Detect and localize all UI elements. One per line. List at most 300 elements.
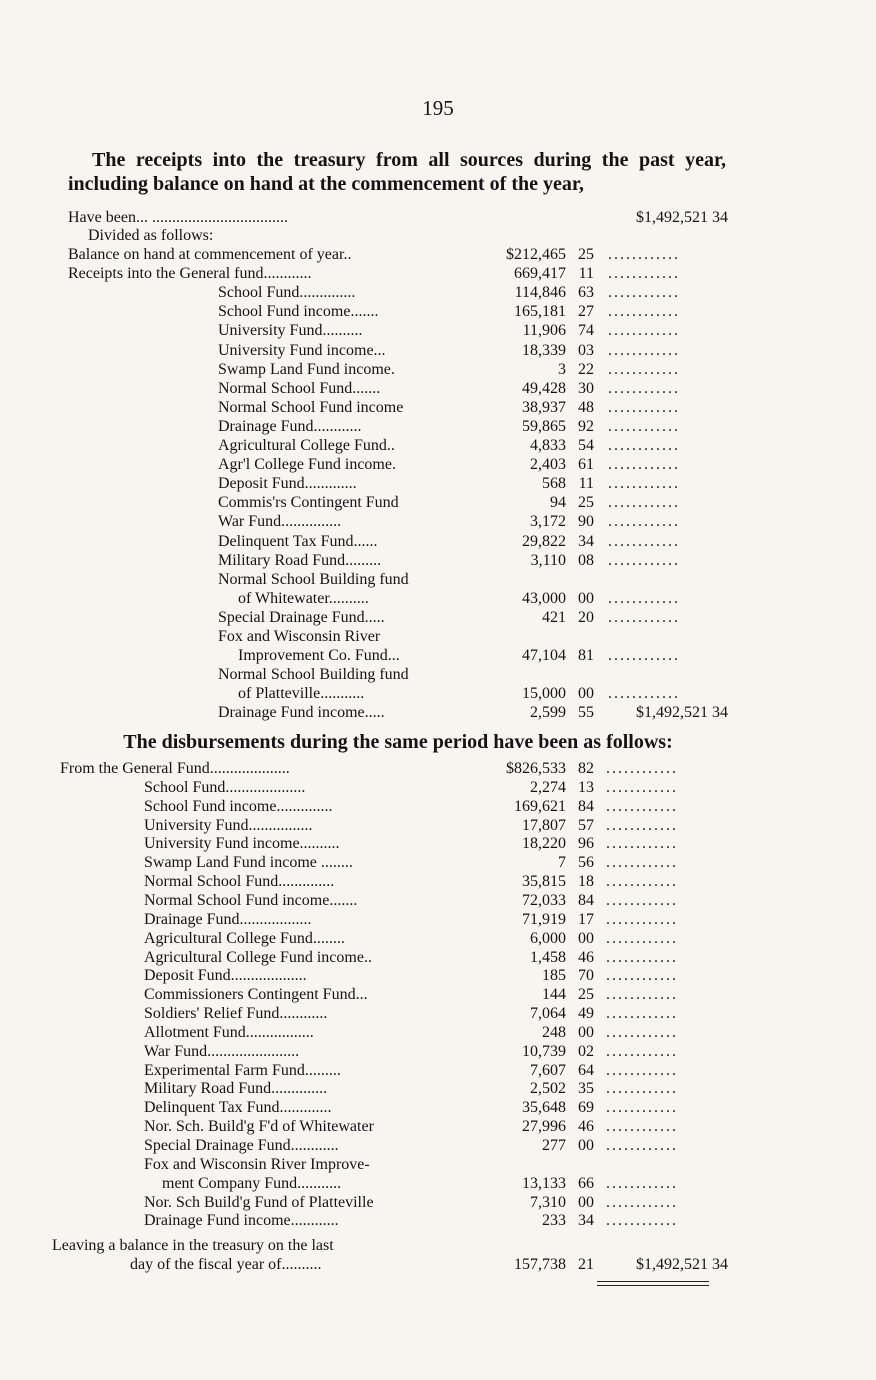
receipts-row <box>68 570 728 589</box>
column-leader-dots: ............ <box>608 265 680 283</box>
receipts-row <box>68 398 728 417</box>
receipts-label: Fox and Wisconsin River <box>218 628 381 645</box>
disbursements-amount <box>474 1193 594 1212</box>
receipts-row <box>68 321 728 340</box>
disbursements-label: From the General Fund.................... <box>60 760 290 777</box>
amount-dollars: 3,110 <box>530 551 566 569</box>
receipts-amount <box>474 417 594 436</box>
amount-dollars: 94 <box>550 494 566 512</box>
amount-cents: 20 <box>578 608 594 626</box>
column-leader-dots: ............ <box>608 513 680 531</box>
disbursements-row <box>68 1042 728 1061</box>
amount-cents: 64 <box>578 1061 594 1079</box>
disbursements-row <box>68 1211 728 1230</box>
receipts-amount <box>474 684 594 703</box>
disbursements-row <box>68 853 728 872</box>
amount-dollars: 13,133 <box>522 1174 566 1192</box>
disbursements-row <box>68 891 728 910</box>
column-leader-dots: ............ <box>608 379 680 397</box>
amount-dollars: 4,833 <box>530 437 566 454</box>
amount-cents: 25 <box>578 246 594 263</box>
leaving-row-1 <box>52 1236 728 1255</box>
amount-cents: 69 <box>578 1099 594 1117</box>
disbursements-amount <box>474 966 594 985</box>
receipts-row <box>68 703 728 722</box>
column-leader-dots: ............ <box>608 303 680 321</box>
receipts-row <box>68 665 728 684</box>
leaving-total: $1,492,521 34 <box>636 1256 728 1273</box>
receipts-row <box>68 360 728 379</box>
receipts-row <box>68 417 728 436</box>
amount-dollars: 7 <box>558 854 566 872</box>
column-leader-dots: ............ <box>606 854 678 872</box>
disbursements-row <box>60 759 728 778</box>
column-leader-dots: ............ <box>608 475 680 493</box>
amount-cents: 61 <box>578 456 594 474</box>
disbursements-amount <box>474 985 594 1004</box>
receipts-row <box>68 245 728 264</box>
disbursements-row <box>68 816 728 835</box>
column-leader-dots: ............ <box>608 456 680 474</box>
amount-dollars: 35,815 <box>522 873 566 891</box>
disbursements-row <box>68 1061 728 1080</box>
amount-cents: 46 <box>578 948 594 966</box>
receipts-row <box>68 684 728 703</box>
receipts-row <box>68 474 728 493</box>
amount-cents: 00 <box>578 1137 594 1154</box>
amount-dollars: 6,000 <box>530 929 566 947</box>
disbursements-label: Drainage Fund.................. <box>144 910 312 928</box>
receipts-label: University Fund.......... <box>218 322 363 340</box>
amount-dollars: $826,533 <box>506 760 566 777</box>
column-leader-dots: ............ <box>608 551 680 569</box>
receipts-label: School Fund income....... <box>218 303 379 321</box>
receipts-amount <box>474 283 594 302</box>
page-number: 195 <box>422 96 454 120</box>
amount-cents: 34 <box>578 1212 594 1230</box>
disbursements-row <box>68 1193 728 1212</box>
amount-dollars: 35,648 <box>522 1099 566 1117</box>
column-leader-dots: ............ <box>608 417 680 435</box>
receipts-row <box>68 379 728 398</box>
receipts-label: Normal School Building fund <box>218 570 409 588</box>
disbursements-label: War Fund....................... <box>144 1042 300 1060</box>
receipts-amount <box>474 264 594 283</box>
receipts-row <box>68 589 728 608</box>
disbursements-label: Nor. Sch Build'g Fund of Platteville <box>144 1193 374 1211</box>
amount-cents: 48 <box>578 398 594 416</box>
disbursements-row <box>68 834 728 853</box>
disbursements-label: University Fund income.......... <box>144 835 340 853</box>
disbursements-amount <box>474 1004 594 1023</box>
column-leader-dots: ............ <box>606 778 678 796</box>
amount-dollars: 59,865 <box>522 417 566 435</box>
disbursements-label: Agricultural College Fund income.. <box>144 948 372 966</box>
amount-dollars: 71,919 <box>522 910 566 928</box>
amount-cents: 25 <box>578 986 594 1004</box>
column-leader-dots: ............ <box>606 1099 678 1117</box>
disbursements-amount <box>474 1117 594 1136</box>
amount-cents: 57 <box>578 816 594 834</box>
column-leader-dots: ............ <box>608 685 680 703</box>
amount-cents: 35 <box>578 1080 594 1098</box>
leaving-line-1: Leaving a balance in the treasury on the last <box>52 1237 334 1254</box>
receipts-label: Normal School Building fund <box>218 666 409 684</box>
amount-dollars: 2,599 <box>530 704 566 722</box>
disbursements-amount <box>474 797 594 816</box>
receipts-label: of Whitewater.......... <box>238 589 369 607</box>
amount-cents: 82 <box>578 760 594 777</box>
amount-cents: 08 <box>578 551 594 569</box>
disbursements-amount <box>474 759 594 778</box>
amount-cents: 34 <box>578 532 594 550</box>
receipts-row <box>68 283 728 302</box>
amount-dollars: 169,621 <box>514 797 566 815</box>
amount-cents: 11 <box>578 265 594 283</box>
disbursements-row <box>68 948 728 967</box>
receipts-amount <box>474 608 594 627</box>
leaving-amount: 157,738 21 <box>514 1256 594 1273</box>
receipts-label: Swamp Land Fund income. <box>218 360 395 378</box>
amount-cents: 63 <box>578 284 594 302</box>
amount-dollars: 248 <box>542 1023 566 1041</box>
double-rule-bottom <box>597 1285 709 1286</box>
amount-cents: 92 <box>578 417 594 435</box>
amount-cents: 00 <box>578 589 594 607</box>
disbursements-row <box>68 797 728 816</box>
receipts-label: Normal School Fund income <box>218 398 404 416</box>
disbursements-row <box>68 985 728 1004</box>
amount-cents: 02 <box>578 1042 594 1060</box>
disbursements-label: School Fund.................... <box>144 778 306 796</box>
receipts-amount <box>474 589 594 608</box>
disbursements-label: Normal School Fund income....... <box>144 891 358 909</box>
receipts-label: University Fund income... <box>218 341 386 359</box>
have-been-row <box>68 208 728 227</box>
amount-cents: 00 <box>578 1023 594 1041</box>
amount-cents: 81 <box>578 647 594 665</box>
amount-dollars: 38,937 <box>522 398 566 416</box>
column-leader-dots: ............ <box>608 532 680 550</box>
column-leader-dots: ............ <box>606 929 678 947</box>
receipts-label: Receipts into the General fund............ <box>68 265 312 283</box>
disbursements-row <box>68 1023 728 1042</box>
disbursements-label: Soldiers' Relief Fund............ <box>144 1005 328 1023</box>
receipts-amount <box>474 302 594 321</box>
amount-dollars: 568 <box>542 475 566 493</box>
disbursements-label: University Fund................ <box>144 816 313 834</box>
disbursements-heading: The disbursements during the same period have been as follows: <box>123 731 673 753</box>
column-leader-dots: ............ <box>606 910 678 928</box>
receipts-amount <box>474 398 594 417</box>
column-leader-dots: ............ <box>608 647 680 665</box>
receipts-amount <box>474 436 594 455</box>
disbursements-amount <box>474 948 594 967</box>
amount-cents: 90 <box>578 513 594 531</box>
receipts-row <box>68 493 728 512</box>
disbursements-amount <box>474 1136 594 1155</box>
receipts-row <box>68 608 728 627</box>
amount-dollars: 165,181 <box>514 303 566 321</box>
disbursements-row <box>68 1098 728 1117</box>
column-leader-dots: ............ <box>606 797 678 815</box>
receipts-label: of Platteville........... <box>238 685 365 703</box>
receipts-label: Normal School Fund....... <box>218 379 381 397</box>
disbursements-row <box>68 1117 728 1136</box>
amount-dollars: 11,906 <box>522 322 566 340</box>
amount-dollars: 15,000 <box>522 685 566 703</box>
disbursements-label: Normal School Fund.............. <box>144 873 335 891</box>
have-been-total: $1,492,521 34 <box>636 209 728 226</box>
amount-dollars: 43,000 <box>522 589 566 607</box>
receipts-label: Military Road Fund......... <box>218 551 382 569</box>
amount-cents: 96 <box>578 835 594 853</box>
amount-dollars: 3,172 <box>530 513 566 531</box>
disbursements-amount <box>474 778 594 797</box>
disbursements-row <box>68 966 728 985</box>
divided-label: Divided as follows: <box>88 227 214 244</box>
disbursements-amount <box>474 1211 594 1230</box>
disbursements-amount <box>474 1061 594 1080</box>
amount-dollars: 7,607 <box>530 1061 566 1079</box>
column-leader-dots: ............ <box>606 1174 678 1192</box>
amount-dollars: 49,428 <box>522 379 566 397</box>
column-leader-dots: ............ <box>606 1023 678 1041</box>
amount-dollars: 29,822 <box>522 532 566 550</box>
column-leader-dots: ............ <box>608 360 680 378</box>
amount-dollars: 17,807 <box>522 816 566 834</box>
receipts-amount <box>474 493 594 512</box>
column-leader-dots: ............ <box>608 341 680 359</box>
receipts-label: Drainage Fund............ <box>218 417 362 435</box>
receipts-row <box>68 264 728 283</box>
receipts-row <box>68 627 728 646</box>
amount-dollars: 2,403 <box>530 456 566 474</box>
receipts-label: War Fund............... <box>218 513 342 531</box>
column-leader-dots: ............ <box>606 948 678 966</box>
disbursements-row <box>68 1004 728 1023</box>
column-leader-dots: ............ <box>608 608 680 626</box>
column-leader-dots: ............ <box>608 437 680 454</box>
column-leader-dots: ............ <box>606 986 678 1004</box>
amount-dollars: 185 <box>542 967 566 985</box>
amount-cents: 22 <box>578 360 594 378</box>
disbursements-label: Fox and Wisconsin River Improve- <box>144 1155 370 1173</box>
divided-row <box>68 226 728 245</box>
column-leader-dots: ............ <box>606 835 678 853</box>
disbursements-label: ment Company Fund........... <box>162 1174 342 1192</box>
column-leader-dots: ............ <box>606 1005 678 1023</box>
column-leader-dots: ............ <box>606 873 678 891</box>
amount-cents: 54 <box>578 437 594 454</box>
amount-cents: 13 <box>578 778 594 796</box>
receipts-label: Delinquent Tax Fund...... <box>218 532 378 550</box>
amount-dollars: 72,033 <box>522 891 566 909</box>
disbursements-amount <box>474 891 594 910</box>
column-leader-dots: ............ <box>608 284 680 302</box>
disbursements-label: Deposit Fund................... <box>144 967 307 985</box>
column-leader-dots: ............ <box>606 891 678 909</box>
receipts-amount <box>474 341 594 360</box>
disbursements-amount <box>474 853 594 872</box>
disbursements-amount <box>474 910 594 929</box>
disbursements-row <box>68 910 728 929</box>
column-leader-dots: ............ <box>606 1042 678 1060</box>
amount-dollars: 3 <box>558 360 566 378</box>
disbursements-label: Nor. Sch. Build'g F'd of Whitewater <box>144 1118 374 1136</box>
receipts-amount <box>474 703 594 722</box>
receipts-row <box>68 532 728 551</box>
column-leader-dots: ............ <box>608 398 680 416</box>
receipts-row <box>68 455 728 474</box>
disbursements-amount <box>474 872 594 891</box>
receipts-row <box>68 436 728 455</box>
amount-cents: 00 <box>578 1193 594 1211</box>
receipts-label: Balance on hand at commencement of year.. <box>68 246 352 263</box>
amount-dollars: 421 <box>542 608 566 626</box>
column-leader-dots: ............ <box>606 816 678 834</box>
receipts-amount <box>474 474 594 493</box>
amount-cents: 27 <box>578 303 594 321</box>
amount-cents: 46 <box>578 1118 594 1136</box>
amount-dollars: 2,502 <box>530 1080 566 1098</box>
disbursements-label: Allotment Fund................. <box>144 1023 314 1041</box>
disbursements-amount <box>474 1098 594 1117</box>
receipts-label: Deposit Fund............. <box>218 475 357 493</box>
amount-dollars: 18,339 <box>522 341 566 359</box>
receipts-amount <box>474 551 594 570</box>
amount-cents: 25 <box>578 494 594 512</box>
receipts-amount <box>474 532 594 551</box>
amount-dollars: 669,417 <box>514 265 566 283</box>
disbursements-label: Commissioners Contingent Fund... <box>144 986 368 1004</box>
disbursements-label: Experimental Farm Fund......... <box>144 1061 341 1079</box>
receipts-amount <box>474 455 594 474</box>
receipts-amount <box>474 360 594 379</box>
amount-dollars: 1,458 <box>530 948 566 966</box>
disbursements-row <box>68 872 728 891</box>
disbursements-amount <box>474 929 594 948</box>
amount-dollars: 233 <box>542 1212 566 1230</box>
amount-dollars: 2,274 <box>530 778 566 796</box>
receipts-amount <box>474 646 594 665</box>
receipts-row <box>68 302 728 321</box>
amount-dollars: $212,465 <box>506 246 566 263</box>
disbursements-label: Swamp Land Fund income ........ <box>144 854 353 872</box>
receipts-label: Agr'l College Fund income. <box>218 456 396 474</box>
receipts-row <box>68 512 728 531</box>
amount-cents: 74 <box>578 322 594 340</box>
amount-dollars: 10,739 <box>522 1042 566 1060</box>
receipts-amount <box>474 512 594 531</box>
amount-cents: 84 <box>578 797 594 815</box>
amount-cents: 84 <box>578 891 594 909</box>
column-leader-dots: ............ <box>606 1080 678 1098</box>
intro-paragraph: The receipts into the treasury from all sources during the past year, including balance on hand at the commencement of the year, <box>68 149 726 195</box>
have-been-label: Have been... .................................. <box>68 209 288 226</box>
amount-dollars: 144 <box>542 986 566 1004</box>
amount-cents: 70 <box>578 967 594 985</box>
disbursements-row <box>68 1136 728 1155</box>
disbursements-label: Delinquent Tax Fund............. <box>144 1099 332 1117</box>
amount-cents: 66 <box>578 1174 594 1192</box>
disbursements-amount <box>474 1079 594 1098</box>
disbursements-row <box>68 1079 728 1098</box>
amount-cents: 49 <box>578 1005 594 1023</box>
disbursements-label: School Fund income.............. <box>144 797 333 815</box>
disbursements-label: Military Road Fund.............. <box>144 1080 328 1098</box>
amount-cents: 03 <box>578 341 594 359</box>
amount-cents: 11 <box>578 475 594 493</box>
receipts-label: Special Drainage Fund..... <box>218 608 385 626</box>
receipts-label: School Fund.............. <box>218 284 356 302</box>
disbursements-amount <box>474 1023 594 1042</box>
double-rule-top <box>597 1281 709 1282</box>
amount-dollars: 7,310 <box>530 1193 566 1211</box>
disbursements-row <box>68 1155 728 1174</box>
disbursements-amount <box>474 1174 594 1193</box>
receipts-amount <box>474 379 594 398</box>
column-leader-dots: ............ <box>608 322 680 340</box>
disbursements-amount <box>474 834 594 853</box>
column-leader-dots: ............ <box>606 967 678 985</box>
receipts-row <box>68 646 728 665</box>
column-leader-dots: ............ <box>608 494 680 512</box>
disbursements-amount <box>474 816 594 835</box>
receipts-label: Improvement Co. Fund... <box>238 647 400 665</box>
amount-dollars: 27,996 <box>522 1118 566 1136</box>
amount-cents: 00 <box>578 685 594 703</box>
amount-dollars: 47,104 <box>522 647 566 665</box>
amount-dollars: 277 <box>542 1137 566 1154</box>
amount-cents: 18 <box>578 873 594 891</box>
disbursements-amount <box>474 1042 594 1061</box>
column-leader-dots: ............ <box>606 760 678 777</box>
leaving-row-2 <box>68 1255 728 1274</box>
column-leader-dots: ............ <box>606 1212 678 1230</box>
amount-cents: 56 <box>578 854 594 872</box>
amount-dollars: 18,220 <box>522 835 566 853</box>
disbursements-label: Special Drainage Fund............ <box>144 1137 339 1154</box>
amount-dollars: 7,064 <box>530 1005 566 1023</box>
receipts-row <box>68 551 728 570</box>
receipts-amount <box>474 245 594 264</box>
receipts-amount <box>474 321 594 340</box>
amount-dollars: 114,846 <box>514 284 566 302</box>
receipts-label: Drainage Fund income..... <box>218 704 385 722</box>
receipts-total: $1,492,521 34 <box>636 704 728 722</box>
column-leader-dots: ............ <box>606 1193 678 1211</box>
column-leader-dots: ............ <box>606 1118 678 1136</box>
amount-cents: 17 <box>578 910 594 928</box>
disbursements-row <box>68 778 728 797</box>
disbursements-label: Drainage Fund income............ <box>144 1212 339 1230</box>
leaving-line-2: day of the fiscal year of.......... <box>130 1256 322 1273</box>
disbursements-row <box>68 929 728 948</box>
amount-cents: 30 <box>578 379 594 397</box>
amount-cents: 00 <box>578 929 594 947</box>
receipts-row <box>68 341 728 360</box>
receipts-label: Agricultural College Fund.. <box>218 437 395 454</box>
column-leader-dots: ............ <box>606 1061 678 1079</box>
disbursements-row <box>68 1174 728 1193</box>
column-leader-dots: ............ <box>608 246 680 263</box>
disbursements-label: Agricultural College Fund........ <box>144 929 345 947</box>
column-leader-dots: ............ <box>606 1137 678 1154</box>
column-leader-dots: ............ <box>608 589 680 607</box>
receipts-label: Commis'rs Contingent Fund <box>218 494 399 512</box>
amount-cents: 55 <box>578 704 594 722</box>
